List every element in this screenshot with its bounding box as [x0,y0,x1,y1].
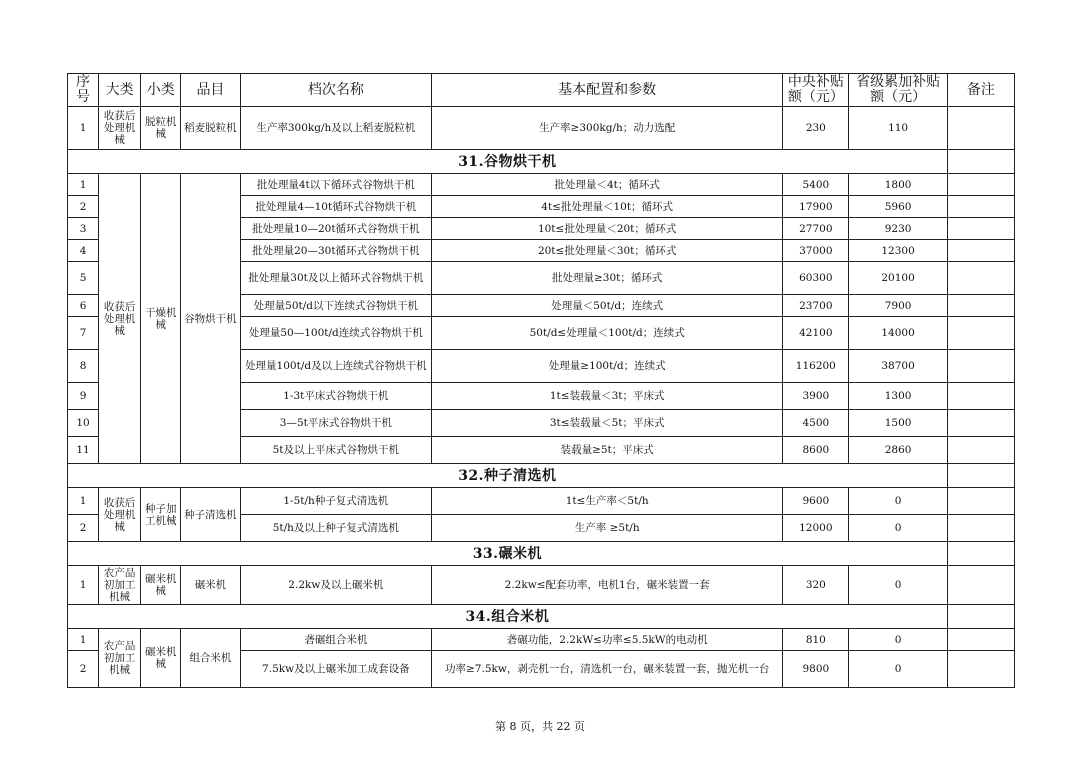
cell-config: 生产率 ≥5t/h [432,515,783,542]
cell-provincial-subsidy: 1800 [849,174,947,196]
cell-config: 20t≤批处理量＜30t；循环式 [432,240,783,262]
cell-remarks [947,651,1014,688]
cell-grade-name: 3—5t平床式谷物烘干机 [240,410,432,437]
cell-item: 稻麦脱粒机 [181,107,240,150]
cell-central-subsidy: 4500 [783,410,849,437]
cell-config: 批处理量＜4t；循环式 [432,174,783,196]
cell-provincial-subsidy: 0 [849,515,947,542]
header-category: 大类 [99,74,141,107]
cell-remarks [947,629,1014,651]
cell-central-subsidy: 5400 [783,174,849,196]
cell-provincial-subsidy: 38700 [849,350,947,383]
cell-index: 4 [68,240,99,262]
cell-subcategory: 脱粒机械 [141,107,181,150]
cell-config: 砻碾功能，2.2kW≤功率≤5.5kW的电动机 [432,629,783,651]
cell-item: 种子清选机 [181,488,240,542]
cell-config: 装载量≥5t；平床式 [432,437,783,464]
cell-remarks [947,150,1014,174]
cell-index: 10 [68,410,99,437]
cell-grade-name: 批处理量10—20t循环式谷物烘干机 [240,218,432,240]
cell-category: 收获后处理机械 [99,107,141,150]
cell-central-subsidy: 23700 [783,295,849,317]
header-grade-name: 档次名称 [240,74,432,107]
cell-grade-name: 5t/h及以上种子复式清选机 [240,515,432,542]
cell-central-subsidy: 9800 [783,651,849,688]
cell-grade-name: 批处理量30t及以上循环式谷物烘干机 [240,262,432,295]
table-row [68,107,1015,150]
cell-config: 10t≤批处理量＜20t；循环式 [432,218,783,240]
header-item: 品目 [181,74,240,107]
section-row [68,464,1015,488]
cell-provincial-subsidy: 5960 [849,196,947,218]
cell-config: 生产率≥300kg/h；动力选配 [432,107,783,150]
cell-index: 9 [68,383,99,410]
cell-central-subsidy: 230 [783,107,849,150]
cell-category: 收获后处理机械 [99,488,141,542]
cell-central-subsidy: 320 [783,566,849,605]
cell-remarks [947,262,1014,295]
cell-index: 2 [68,515,99,542]
section-title: 33.碾米机 [68,542,948,566]
cell-index: 7 [68,317,99,350]
cell-index: 6 [68,295,99,317]
cell-index: 1 [68,107,99,150]
cell-provincial-subsidy: 1500 [849,410,947,437]
cell-category: 收获后处理机械 [99,174,141,464]
cell-config: 处理量≥100t/d；连续式 [432,350,783,383]
cell-subcategory: 种子加工机械 [141,488,181,542]
cell-grade-name: 5t及以上平床式谷物烘干机 [240,437,432,464]
cell-index: 11 [68,437,99,464]
table-row [68,488,1015,515]
cell-config: 2.2kw≤配套功率，电机1台，碾米装置一套 [432,566,783,605]
table-row [68,174,1015,196]
cell-config: 1t≤生产率＜5t/h [432,488,783,515]
section-row [68,150,1015,174]
section-row [68,542,1015,566]
cell-remarks [947,107,1014,150]
cell-remarks [947,605,1014,629]
cell-subcategory: 碾米机械 [141,566,181,605]
cell-remarks [947,218,1014,240]
cell-grade-name: 1-3t平床式谷物烘干机 [240,383,432,410]
cell-grade-name: 生产率300kg/h及以上稻麦脱粒机 [240,107,432,150]
section-title: 31.谷物烘干机 [68,150,948,174]
cell-config: 1t≤装载量＜3t；平床式 [432,383,783,410]
cell-grade-name: 砻碾组合米机 [240,629,432,651]
cell-central-subsidy: 60300 [783,262,849,295]
cell-item: 谷物烘干机 [181,174,240,464]
cell-provincial-subsidy: 110 [849,107,947,150]
cell-index: 1 [68,566,99,605]
cell-category: 农产品初加工机械 [99,629,141,688]
cell-central-subsidy: 37000 [783,240,849,262]
cell-remarks [947,488,1014,515]
cell-grade-name: 处理量50—100t/d连续式谷物烘干机 [240,317,432,350]
cell-provincial-subsidy: 12300 [849,240,947,262]
cell-config: 批处理量≥30t；循环式 [432,262,783,295]
cell-remarks [947,437,1014,464]
cell-index: 1 [68,488,99,515]
cell-provincial-subsidy: 1300 [849,383,947,410]
cell-index: 2 [68,651,99,688]
cell-provincial-subsidy: 0 [849,651,947,688]
cell-central-subsidy: 116200 [783,350,849,383]
cell-remarks [947,464,1014,488]
cell-remarks [947,317,1014,350]
cell-index: 8 [68,350,99,383]
cell-config: 3t≤装载量＜5t；平床式 [432,410,783,437]
table-row [68,566,1015,605]
header-provincial-subsidy: 省级累加补贴额（元） [849,74,947,107]
cell-category: 农产品初加工机械 [99,566,141,605]
header-remarks: 备注 [947,74,1014,107]
cell-index: 2 [68,196,99,218]
cell-config: 4t≤批处理量＜10t；循环式 [432,196,783,218]
cell-central-subsidy: 17900 [783,196,849,218]
cell-config: 50t/d≤处理量＜100t/d；连续式 [432,317,783,350]
cell-index: 5 [68,262,99,295]
cell-remarks [947,410,1014,437]
cell-grade-name: 批处理量4t以下循环式谷物烘干机 [240,174,432,196]
cell-grade-name: 批处理量20—30t循环式谷物烘干机 [240,240,432,262]
cell-provincial-subsidy: 0 [849,488,947,515]
cell-grade-name: 7.5kw及以上碾米加工成套设备 [240,651,432,688]
cell-item: 碾米机 [181,566,240,605]
cell-provincial-subsidy: 0 [849,629,947,651]
section-row [68,605,1015,629]
cell-remarks [947,174,1014,196]
cell-remarks [947,383,1014,410]
cell-remarks [947,350,1014,383]
cell-provincial-subsidy: 2860 [849,437,947,464]
cell-grade-name: 1-5t/h种子复式清选机 [240,488,432,515]
cell-central-subsidy: 8600 [783,437,849,464]
cell-central-subsidy: 3900 [783,383,849,410]
cell-central-subsidy: 42100 [783,317,849,350]
cell-remarks [947,196,1014,218]
cell-provincial-subsidy: 0 [849,566,947,605]
cell-index: 3 [68,218,99,240]
cell-grade-name: 处理量50t/d以下连续式谷物烘干机 [240,295,432,317]
cell-central-subsidy: 12000 [783,515,849,542]
cell-remarks [947,542,1014,566]
table-row [68,629,1015,651]
cell-provincial-subsidy: 7900 [849,295,947,317]
cell-grade-name: 处理量100t/d及以上连续式谷物烘干机 [240,350,432,383]
cell-remarks [947,295,1014,317]
cell-provincial-subsidy: 9230 [849,218,947,240]
cell-index: 1 [68,174,99,196]
header-row [68,74,1015,107]
cell-provincial-subsidy: 20100 [849,262,947,295]
page-footer: 第 8 页，共 22 页 [495,720,585,733]
section-title: 32.种子清选机 [68,464,948,488]
cell-grade-name: 批处理量4—10t循环式谷物烘干机 [240,196,432,218]
subsidy-table [67,73,1015,688]
header-index: 序号 [68,74,99,107]
cell-index: 1 [68,629,99,651]
cell-subcategory: 碾米机械 [141,629,181,688]
cell-remarks [947,240,1014,262]
cell-config: 处理量＜50t/d；连续式 [432,295,783,317]
cell-subcategory: 干燥机械 [141,174,181,464]
header-central-subsidy: 中央补贴额（元） [783,74,849,107]
cell-config: 功率≥7.5kw，剥壳机一台，清选机一台，碾米装置一套，抛光机一台 [432,651,783,688]
cell-item: 组合米机 [181,629,240,688]
header-config: 基本配置和参数 [432,74,783,107]
cell-central-subsidy: 810 [783,629,849,651]
cell-central-subsidy: 27700 [783,218,849,240]
cell-remarks [947,566,1014,605]
cell-grade-name: 2.2kw及以上碾米机 [240,566,432,605]
cell-provincial-subsidy: 14000 [849,317,947,350]
cell-remarks [947,515,1014,542]
section-title: 34.组合米机 [68,605,948,629]
cell-central-subsidy: 9600 [783,488,849,515]
header-subcategory: 小类 [141,74,181,107]
